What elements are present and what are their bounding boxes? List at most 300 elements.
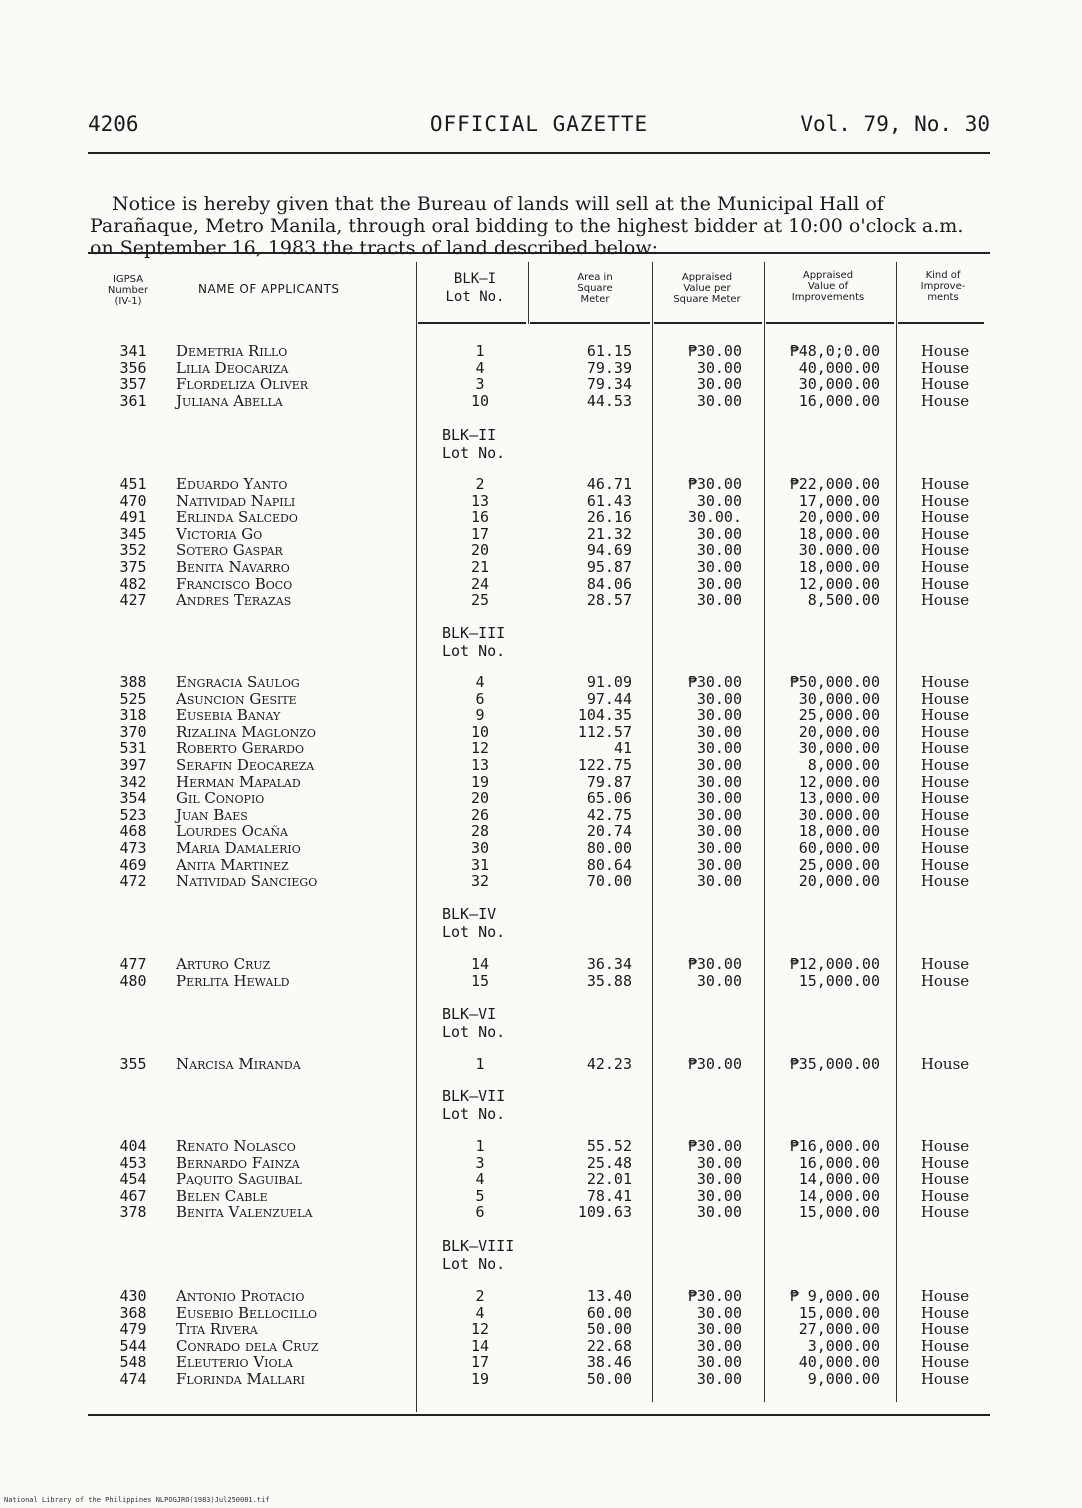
improvement-value: 3,000.00 <box>807 1336 880 1355</box>
applicant-name: Florinda Mallari <box>176 1370 305 1388</box>
value-per-sqm: 30.00 <box>696 822 742 841</box>
area: 80.64 <box>586 855 632 874</box>
igpsa-number: 361 <box>119 391 147 410</box>
lot-number: 1 <box>475 342 485 360</box>
table-row <box>0 1305 1082 1322</box>
igpsa-number: 375 <box>119 558 147 576</box>
block-lot-label: Lot No. <box>442 1023 506 1041</box>
value-per-sqm: 30.00 <box>696 855 742 874</box>
table-row <box>0 1338 1082 1355</box>
applicant-name: Eusebio Bellocillo <box>176 1303 318 1322</box>
lot-number: 20 <box>470 541 490 560</box>
table-row <box>0 840 1082 857</box>
value-per-sqm: 30.00 <box>696 1186 742 1205</box>
col-value-header <box>654 272 760 305</box>
col-kind-line2: Improve- <box>920 281 966 292</box>
value-per-sqm: 30.00 <box>696 971 742 990</box>
igpsa-number: 378 <box>119 1203 147 1222</box>
table-row <box>0 559 1082 576</box>
lot-number: 20 <box>470 789 490 808</box>
value-per-sqm: 30.00 <box>696 524 742 543</box>
applicant-name: Natividad Napili <box>176 491 296 510</box>
area: 26.16 <box>586 508 632 527</box>
col-value-line1: Appraised <box>681 272 733 283</box>
igpsa-number: 354 <box>119 789 147 808</box>
lot-number: 13 <box>470 491 490 510</box>
applicant-name: Flordeliza Oliver <box>176 375 309 394</box>
publication-title: OFFICIAL GAZETTE <box>429 112 649 136</box>
applicant-name: Paquito Saguibal <box>176 1170 302 1189</box>
igpsa-number: 356 <box>119 358 147 377</box>
igpsa-number: 468 <box>119 822 147 841</box>
kind-of-improvement: House <box>920 508 970 527</box>
lot-number: 10 <box>470 722 490 741</box>
block-lot-label: Lot No. <box>442 642 506 660</box>
igpsa-number: 467 <box>119 1186 147 1205</box>
applicant-name: Maria Damalerio <box>176 839 301 857</box>
col-igpsa-line1: IGPSA <box>112 274 144 285</box>
value-per-sqm: ₱30.00 <box>687 1137 742 1155</box>
block-label <box>442 426 532 462</box>
value-per-sqm: 30.00 <box>696 375 742 394</box>
applicant-name: Sotero Gaspar <box>176 541 283 560</box>
igpsa-number: 544 <box>119 1336 147 1355</box>
block-label <box>442 905 532 941</box>
igpsa-number: 523 <box>119 805 147 824</box>
applicant-name: Andres Terazas <box>176 591 292 610</box>
col-lot-label: Lot No. <box>445 289 505 305</box>
lot-number: 4 <box>475 673 485 691</box>
page-number: 4206 <box>88 112 139 136</box>
lot-number: 17 <box>470 1353 490 1372</box>
col-name-header: NAME OF APPLICANTS <box>198 282 340 296</box>
header-underline <box>898 322 984 324</box>
value-per-sqm: 30.00 <box>696 722 742 741</box>
applicant-name: Victoria Go <box>176 524 263 543</box>
lot-number: 14 <box>470 1336 490 1355</box>
table-row <box>0 790 1082 807</box>
value-per-sqm: 30.00. <box>687 508 742 527</box>
kind-of-improvement: House <box>920 756 970 774</box>
table-row <box>0 956 1082 973</box>
col-igpsa-header <box>98 274 158 307</box>
improvement-value: 18,000.00 <box>798 822 880 841</box>
applicant-name: Eleuterio Viola <box>176 1353 293 1372</box>
lot-number: 25 <box>470 591 490 610</box>
lot-number: 21 <box>470 558 490 576</box>
applicant-name: Anita Martinez <box>176 855 289 874</box>
improvement-value: 30,000.00 <box>798 689 880 708</box>
lot-number: 15 <box>470 971 490 990</box>
lot-number: 6 <box>475 1203 485 1222</box>
block-name: BLK–VII <box>442 1087 506 1105</box>
applicant-name: Erlinda Salcedo <box>176 508 298 527</box>
area: 122.75 <box>577 756 632 774</box>
igpsa-number: 482 <box>119 574 147 593</box>
block-lot-label: Lot No. <box>442 923 506 941</box>
value-per-sqm: 30.00 <box>696 756 742 774</box>
improvement-value: 15,000.00 <box>798 1303 880 1322</box>
value-per-sqm: ₱30.00 <box>687 955 742 973</box>
area: 61.15 <box>586 342 632 360</box>
improvement-value: ₱12,000.00 <box>789 955 880 973</box>
value-per-sqm: 30.00 <box>696 1153 742 1172</box>
igpsa-number: 427 <box>119 591 147 610</box>
lot-number: 30 <box>470 839 490 857</box>
igpsa-number: 345 <box>119 524 147 543</box>
kind-of-improvement: House <box>920 1153 970 1172</box>
kind-of-improvement: House <box>920 1055 970 1073</box>
col-area-line3: Meter <box>580 294 610 305</box>
table-row <box>0 592 1082 609</box>
col-kind-header <box>900 270 986 303</box>
area: 79.39 <box>586 358 632 377</box>
igpsa-number: 479 <box>119 1320 147 1339</box>
value-per-sqm: 30.00 <box>696 839 742 857</box>
col-igpsa-line2: Number <box>107 285 149 296</box>
notice-paragraph: Notice is hereby given that the Bureau of lands will sell at the Municipal Hall of Parañaque, Metro Manila, through oral bidding to the highest bidder at 10:00 o'clock a.m. on September 16, 1983 the tracts of land described below: <box>90 193 964 259</box>
igpsa-number: 397 <box>119 756 147 774</box>
area: 104.35 <box>577 706 632 725</box>
block-lot-label: Lot No. <box>442 444 506 462</box>
value-per-sqm: ₱30.00 <box>687 673 742 691</box>
kind-of-improvement: House <box>920 955 970 973</box>
applicant-name: Bernardo Fainza <box>176 1153 300 1172</box>
area: 80.00 <box>586 839 632 857</box>
applicant-name: Lilia Deocariza <box>176 358 289 377</box>
improvement-value: ₱48,0;0.00 <box>789 342 880 360</box>
table-row <box>0 542 1082 559</box>
improvement-value: ₱16,000.00 <box>789 1137 880 1155</box>
block-label <box>442 624 532 660</box>
block-name: BLK–II <box>442 426 497 444</box>
area: 36.34 <box>586 955 632 973</box>
improvement-value: 30,000.00 <box>798 375 880 394</box>
col-improvements-line3: Improvements <box>791 292 865 303</box>
kind-of-improvement: House <box>920 822 970 841</box>
table-row <box>0 707 1082 724</box>
kind-of-improvement: House <box>920 391 970 410</box>
area: 21.32 <box>586 524 632 543</box>
applicant-name: Antonio Protacio <box>176 1287 305 1305</box>
applicant-name: Eduardo Yanto <box>176 475 288 493</box>
igpsa-number: 388 <box>119 673 147 691</box>
kind-of-improvement: House <box>920 541 970 560</box>
improvement-value: 12,000.00 <box>798 772 880 791</box>
igpsa-number: 451 <box>119 475 147 493</box>
lot-number: 1 <box>475 1055 485 1073</box>
table-bottom-rule <box>88 1414 990 1416</box>
value-per-sqm: 30.00 <box>696 591 742 610</box>
value-per-sqm: 30.00 <box>696 1320 742 1339</box>
col-improvements-header <box>768 270 888 303</box>
igpsa-number: 474 <box>119 1370 147 1388</box>
table-row <box>0 724 1082 741</box>
kind-of-improvement: House <box>920 789 970 808</box>
col-blk-label: BLK–I <box>453 271 497 287</box>
improvement-value: 30.000.00 <box>798 805 880 824</box>
improvement-value: 25,000.00 <box>798 706 880 725</box>
block-label <box>442 1087 532 1123</box>
kind-of-improvement: House <box>920 706 970 725</box>
value-per-sqm: 30.00 <box>696 872 742 891</box>
improvement-value: 60,000.00 <box>798 839 880 857</box>
igpsa-number: 548 <box>119 1353 147 1372</box>
area: 50.00 <box>586 1320 632 1339</box>
igpsa-number: 404 <box>119 1137 147 1155</box>
value-per-sqm: 30.00 <box>696 772 742 791</box>
value-per-sqm: 30.00 <box>696 1353 742 1372</box>
igpsa-number: 473 <box>119 839 147 857</box>
table-row <box>0 360 1082 377</box>
area: 78.41 <box>586 1186 632 1205</box>
kind-of-improvement: House <box>920 1353 970 1372</box>
table-row <box>0 1354 1082 1371</box>
header-underline <box>530 322 650 324</box>
applicant-name: Narcisa Miranda <box>176 1055 301 1073</box>
improvement-value: 30.000.00 <box>798 541 880 560</box>
improvement-value: ₱35,000.00 <box>789 1055 880 1073</box>
value-per-sqm: 30.00 <box>696 1303 742 1322</box>
igpsa-number: 368 <box>119 1303 147 1322</box>
improvement-value: 40,000.00 <box>798 358 880 377</box>
lot-number: 17 <box>470 524 490 543</box>
lot-number: 4 <box>475 1303 485 1322</box>
table-row <box>0 1188 1082 1205</box>
table-row <box>0 807 1082 824</box>
area: 65.06 <box>586 789 632 808</box>
table-row <box>0 1138 1082 1155</box>
improvement-value: 8,500.00 <box>807 591 880 610</box>
lot-number: 14 <box>470 955 490 973</box>
applicant-name: Roberto Gerardo <box>176 739 304 758</box>
table-top-rule <box>88 252 990 254</box>
applicant-name: Francisco Boco <box>176 574 293 593</box>
header-rule <box>88 152 990 154</box>
value-per-sqm: 30.00 <box>696 358 742 377</box>
col-area-header <box>548 272 642 305</box>
applicant-name: Conrado dela Cruz <box>176 1336 319 1355</box>
igpsa-number: 430 <box>119 1287 147 1305</box>
area: 79.87 <box>586 772 632 791</box>
table-row <box>0 1155 1082 1172</box>
table-row <box>0 376 1082 393</box>
lot-number: 32 <box>470 872 490 891</box>
applicant-name: Rizalina Maglonzo <box>176 722 316 741</box>
improvement-value: ₱50,000.00 <box>789 673 880 691</box>
igpsa-number: 469 <box>119 855 147 874</box>
applicant-name: Belen Cable <box>176 1186 268 1205</box>
improvement-value: 15,000.00 <box>798 971 880 990</box>
improvement-value: 14,000.00 <box>798 1170 880 1189</box>
lot-number: 1 <box>475 1137 485 1155</box>
area: 94.69 <box>586 541 632 560</box>
kind-of-improvement: House <box>920 1170 970 1189</box>
scan-footer: National Library of the Philippines NLPOGJRO(1983)Jul250081.tif <box>4 1496 270 1504</box>
value-per-sqm: 30.00 <box>696 1203 742 1222</box>
improvement-value: 20,000.00 <box>798 508 880 527</box>
area: 42.75 <box>586 805 632 824</box>
applicant-name: Serafin Deocareza <box>176 756 315 774</box>
table-row <box>0 873 1082 890</box>
lot-number: 9 <box>475 706 485 725</box>
lot-number: 28 <box>470 822 490 841</box>
kind-of-improvement: House <box>920 1336 970 1355</box>
table-row <box>0 740 1082 757</box>
lot-number: 26 <box>470 805 490 824</box>
col-igpsa-line3: (IV-1) <box>114 296 142 307</box>
kind-of-improvement: House <box>920 1287 970 1305</box>
area: 38.46 <box>586 1353 632 1372</box>
kind-of-improvement: House <box>920 1203 970 1222</box>
igpsa-number: 472 <box>119 872 147 891</box>
col-value-line2: Value per <box>683 283 731 294</box>
area: 22.01 <box>586 1170 632 1189</box>
lot-number: 3 <box>475 1153 485 1172</box>
table-row <box>0 476 1082 493</box>
area: 28.57 <box>586 591 632 610</box>
applicant-name: Perlita Hewald <box>176 971 290 990</box>
applicant-name: Benita Navarro <box>176 558 290 576</box>
kind-of-improvement: House <box>920 1370 970 1388</box>
improvement-value: 30,000.00 <box>798 739 880 758</box>
area: 112.57 <box>577 722 632 741</box>
block-name: BLK–III <box>442 624 506 642</box>
table-row <box>0 493 1082 510</box>
area: 25.48 <box>586 1153 632 1172</box>
table-row <box>0 1171 1082 1188</box>
lot-number: 16 <box>470 508 490 527</box>
lot-number: 31 <box>470 855 490 874</box>
igpsa-number: 357 <box>119 375 147 394</box>
kind-of-improvement: House <box>920 524 970 543</box>
col-value-line3: Square Meter <box>673 294 741 305</box>
kind-of-improvement: House <box>920 872 970 891</box>
kind-of-improvement: House <box>920 491 970 510</box>
area: 22.68 <box>586 1336 632 1355</box>
kind-of-improvement: House <box>920 1303 970 1322</box>
header-underline <box>418 322 526 324</box>
igpsa-number: 370 <box>119 722 147 741</box>
area: 109.63 <box>577 1203 632 1222</box>
value-per-sqm: 30.00 <box>696 1170 742 1189</box>
table-header <box>88 262 990 322</box>
improvement-value: 16,000.00 <box>798 391 880 410</box>
block-label <box>442 1237 532 1273</box>
igpsa-number: 352 <box>119 541 147 560</box>
table-row <box>0 1204 1082 1221</box>
area: 13.40 <box>586 1287 632 1305</box>
value-per-sqm: 30.00 <box>696 541 742 560</box>
value-per-sqm: ₱30.00 <box>687 1287 742 1305</box>
lot-number: 19 <box>470 1370 490 1388</box>
area: 61.43 <box>586 491 632 510</box>
applicant-name: Gil Conopio <box>176 789 265 808</box>
igpsa-number: 355 <box>119 1055 147 1073</box>
applicant-name: Natividad Sanciego <box>176 872 318 891</box>
table-row <box>0 1371 1082 1388</box>
value-per-sqm: ₱30.00 <box>687 1055 742 1073</box>
improvement-value: ₱ 9,000.00 <box>789 1287 880 1305</box>
table-row <box>0 774 1082 791</box>
value-per-sqm: ₱30.00 <box>687 342 742 360</box>
applicant-name: Eusebia Banay <box>176 706 281 725</box>
improvement-value: 20,000.00 <box>798 872 880 891</box>
lot-number: 3 <box>475 375 485 394</box>
lot-number: 24 <box>470 574 490 593</box>
page-header <box>88 112 990 142</box>
improvement-value: 12,000.00 <box>798 574 880 593</box>
igpsa-number: 341 <box>119 342 147 360</box>
applicant-name: Demetria Rillo <box>176 342 288 360</box>
area: 55.52 <box>586 1137 632 1155</box>
kind-of-improvement: House <box>920 475 970 493</box>
area: 20.74 <box>586 822 632 841</box>
table-row <box>0 1056 1082 1073</box>
kind-of-improvement: House <box>920 839 970 857</box>
block-lot-label: Lot No. <box>442 1255 506 1273</box>
area: 42.23 <box>586 1055 632 1073</box>
value-per-sqm: 30.00 <box>696 689 742 708</box>
table-row <box>0 509 1082 526</box>
igpsa-number: 480 <box>119 971 147 990</box>
improvement-value: 9,000.00 <box>807 1370 880 1388</box>
igpsa-number: 525 <box>119 689 147 708</box>
area: 97.44 <box>586 689 632 708</box>
table-row <box>0 757 1082 774</box>
col-area-line2: Square <box>577 283 613 294</box>
table-row <box>0 1288 1082 1305</box>
improvement-value: 17,000.00 <box>798 491 880 510</box>
area: 79.34 <box>586 375 632 394</box>
block-label <box>442 1005 532 1041</box>
improvement-value: 40,000.00 <box>798 1353 880 1372</box>
table-row <box>0 1321 1082 1338</box>
value-per-sqm: 30.00 <box>696 391 742 410</box>
igpsa-number: 491 <box>119 508 147 527</box>
block-lot-label: Lot No. <box>442 1105 506 1123</box>
block-name: BLK–IV <box>442 905 497 923</box>
header-underline <box>766 322 894 324</box>
col-area-line1: Area in <box>577 272 613 283</box>
kind-of-improvement: House <box>920 342 970 360</box>
lot-number: 6 <box>475 689 485 708</box>
value-per-sqm: 30.00 <box>696 491 742 510</box>
kind-of-improvement: House <box>920 689 970 708</box>
kind-of-improvement: House <box>920 1137 970 1155</box>
kind-of-improvement: House <box>920 1186 970 1205</box>
value-per-sqm: 30.00 <box>696 739 742 758</box>
kind-of-improvement: House <box>920 673 970 691</box>
area: 60.00 <box>586 1303 632 1322</box>
lot-number: 12 <box>470 1320 490 1339</box>
applicant-name: Engracia Saulog <box>176 673 300 691</box>
applicant-name: Juan Baes <box>176 805 248 824</box>
col-kind-line3: ments <box>927 292 959 303</box>
col-divider <box>528 262 529 324</box>
applicant-name: Benita Valenzuela <box>176 1203 313 1222</box>
lot-number: 5 <box>475 1186 485 1205</box>
applicant-name: Asuncion Gesite <box>176 689 297 708</box>
value-per-sqm: 30.00 <box>696 1336 742 1355</box>
igpsa-number: 318 <box>119 706 147 725</box>
lot-number: 4 <box>475 1170 485 1189</box>
kind-of-improvement: House <box>920 855 970 874</box>
table-row <box>0 857 1082 874</box>
lot-number: 2 <box>475 1287 485 1305</box>
kind-of-improvement: House <box>920 375 970 394</box>
improvement-value: ₱22,000.00 <box>789 475 880 493</box>
